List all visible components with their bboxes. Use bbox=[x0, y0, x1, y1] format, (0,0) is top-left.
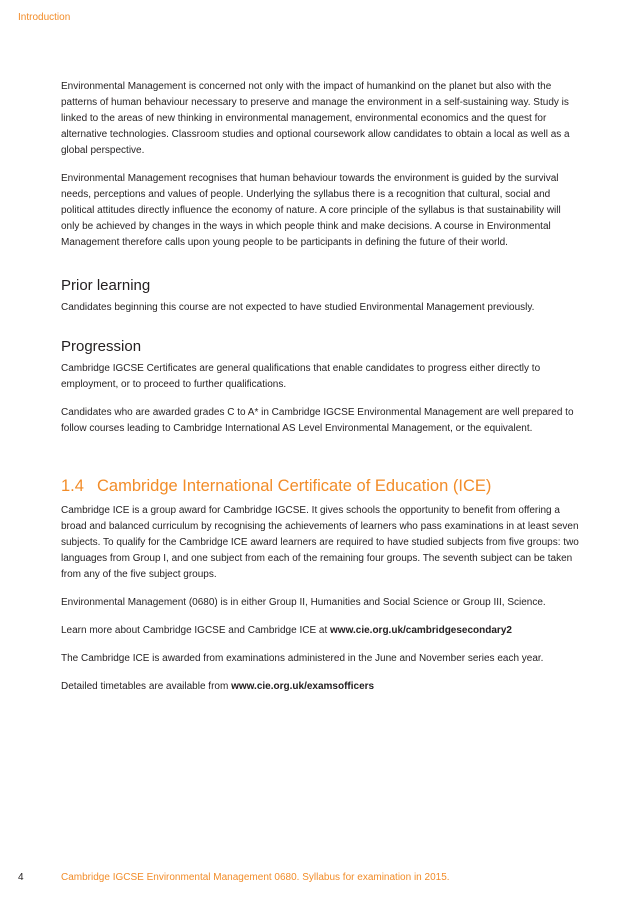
ice-paragraph-5-text: Detailed timetables are available from bbox=[61, 681, 232, 692]
ice-paragraph-1: Cambridge ICE is a group award for Cambridge IGCSE. It gives schools the opportunity to benefit from offering a broad and balanced curriculum by recognising the achievements of learners who pass examinations in at least seven subjects. To qualify for the Cambridge ICE award learners are required to have studied subjects from five groups: two languages from Group I, and one subject from each of the remaining four groups. The seventh subject can be taken from any of the five subject groups. bbox=[61, 505, 579, 580]
examsofficers-link[interactable]: www.cie.org.uk/examsofficers bbox=[231, 681, 375, 692]
prior-learning-heading: Prior learning bbox=[61, 277, 151, 294]
page-number: 4 bbox=[18, 872, 24, 883]
section-title: Cambridge International Certificate of Education (ICE) bbox=[97, 477, 492, 495]
running-header: Introduction bbox=[18, 12, 71, 23]
ice-paragraph-3-text: Learn more about Cambridge IGCSE and Cambridge ICE at bbox=[61, 625, 331, 636]
section-number: 1.4 bbox=[61, 477, 84, 495]
intro-paragraph-1: Environmental Management is concerned not only with the impact of humankind on the planet but also with the patterns of human behaviour necessary to preserve and manage the environment in a self-sustaining way. Study is linked to the areas of new thinking in environmental management, environmental economics and the quest for alternative technologies. Classroom studies and optional coursework allow candidates to obtain a local as well as a global perspective. bbox=[61, 81, 570, 156]
intro-paragraph-2: Environmental Management recognises that human behaviour towards the environment is guided by the survival needs, perceptions and values of people. Underlying the syllabus there is a recognition that cultural, social and political attitudes directly influence the economy of nature. A core principle of the syllabus is that sustainability will only be achieved by changes in the ways in which people think and make decisions. A course in Environmental Management therefore calls upon young people to be participants in defining the future of their world. bbox=[61, 173, 561, 248]
page-footer bbox=[18, 872, 618, 883]
ice-paragraph-3 bbox=[61, 623, 581, 639]
cambridgesecondary2-link[interactable]: www.cie.org.uk/cambridgesecondary2 bbox=[330, 625, 512, 636]
progression-paragraph-2: Candidates who are awarded grades C to A* in Cambridge IGCSE Environmental Management are well prepared to follow courses leading to Cambridge International AS Level Environmental Management, or the equivalent. bbox=[61, 407, 574, 434]
ice-paragraph-2: Environmental Management (0680) is in either Group II, Humanities and Social Science or Group III, Science. bbox=[61, 597, 546, 608]
ice-paragraph-4: The Cambridge ICE is awarded from examinations administered in the June and November series each year. bbox=[61, 653, 544, 664]
footer-title: Cambridge IGCSE Environmental Management 0680. Syllabus for examination in 2015. bbox=[61, 872, 450, 883]
progression-heading: Progression bbox=[61, 338, 142, 355]
ice-section-heading bbox=[61, 475, 581, 497]
prior-learning-text: Candidates beginning this course are not expected to have studied Environmental Management previously. bbox=[61, 302, 535, 313]
ice-paragraph-5 bbox=[61, 679, 581, 695]
progression-paragraph-1: Cambridge IGCSE Certificates are general qualifications that enable candidates to progress either directly to employment, or to proceed to further qualifications. bbox=[61, 363, 541, 390]
page-content bbox=[61, 79, 581, 707]
